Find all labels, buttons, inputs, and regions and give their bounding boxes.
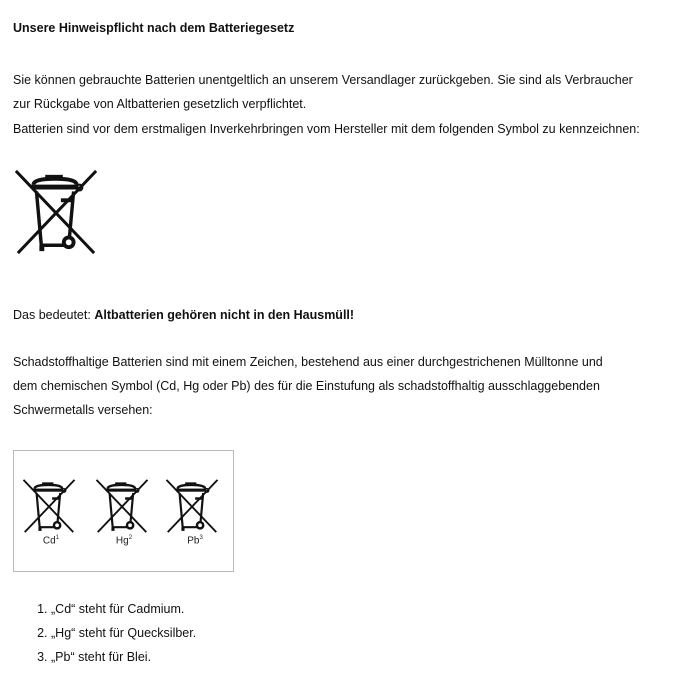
paragraph-line: Batterien sind vor dem erstmaligen Inverkehrbringen vom Hersteller mit dem folgenden Symbol zu kennzeichnen: <box>13 122 640 136</box>
crossed-out-bin-hg-icon <box>94 476 150 536</box>
element-list <box>13 597 196 669</box>
paragraph-line: Schadstoffhaltige Batterien sind mit einem Zeichen, bestehend aus einer durchgestrichenen Mülltonne und <box>13 355 603 369</box>
list-item: 2. „Hg“ steht für Quecksilber. <box>51 621 196 645</box>
paragraph-line: Sie können gebrauchte Batterien unentgeltlich an unserem Versandlager zurückgeben. Sie sind als Verbraucher <box>13 73 633 87</box>
crossed-out-bin-icon <box>12 166 100 258</box>
crossed-out-bin-pb-icon <box>164 476 220 536</box>
symbol-label-pb: Pb$^3$ <box>187 535 203 547</box>
list-item: 1. „Cd“ steht für Cadmium. <box>51 597 196 621</box>
symbol-label-cd: Cd$^1$ <box>42 535 60 547</box>
heading: Unsere Hinweispflicht nach dem Batteriegesetz <box>13 21 295 35</box>
meaning-line: Das bedeutet: Altbatterien gehören nicht in den Hausmüll! <box>13 308 355 322</box>
paragraph-line: dem chemischen Symbol (Cd, Hg oder Pb) des für die Einstufung als schadstoffhaltig ausschlaggebenden <box>13 379 600 393</box>
symbol-label-hg: Hg$^2$ <box>115 535 133 547</box>
heavy-metal-symbols-box <box>13 450 234 572</box>
paragraph-line: Schwermetalls versehen: <box>13 403 153 417</box>
crossed-out-bin-cd-icon <box>21 476 77 536</box>
list-item: 3. „Pb“ steht für Blei. <box>51 645 196 669</box>
paragraph-line: zur Rückgabe von Altbatterien gesetzlich verpflichtet. <box>13 97 307 111</box>
